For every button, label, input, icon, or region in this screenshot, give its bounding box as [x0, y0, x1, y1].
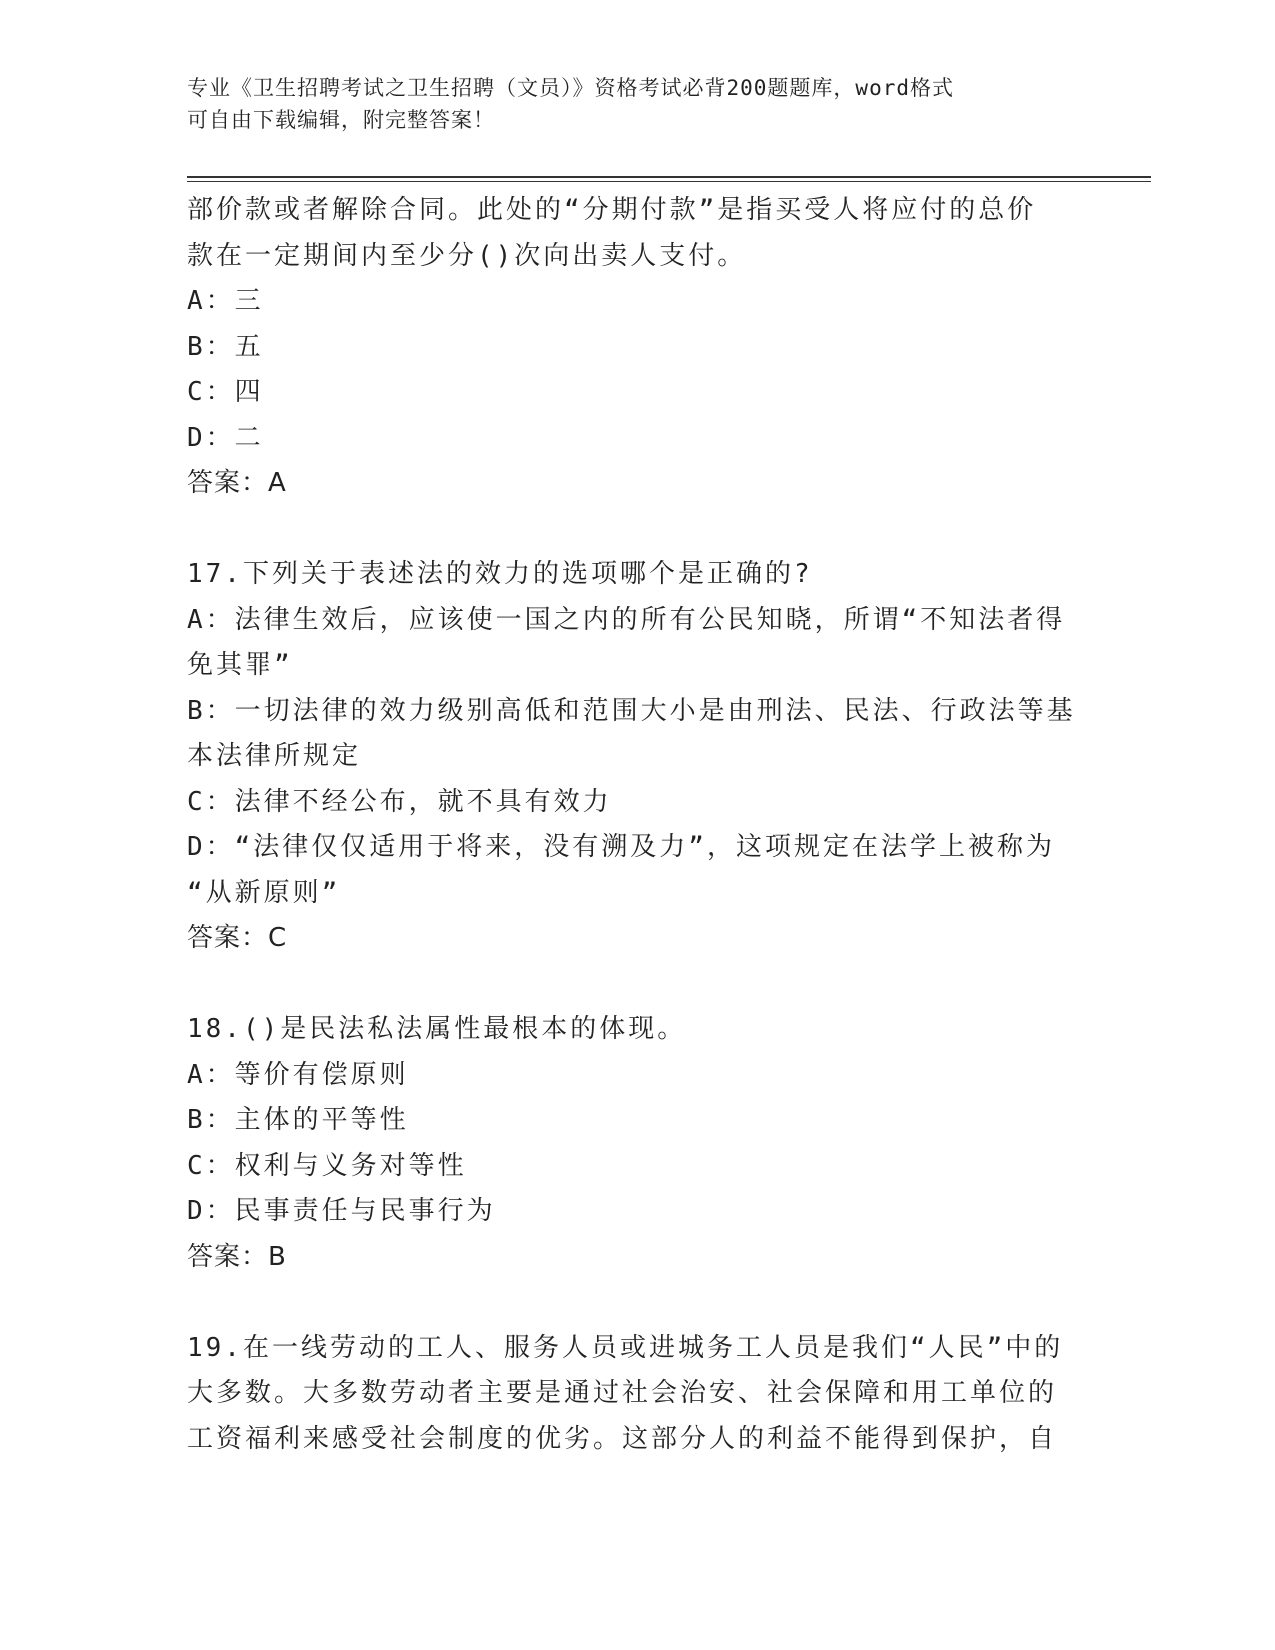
- question-17-option-d-line-1: D：“法律仅仅适用于将来，没有溯及力”，这项规定在法学上被称为: [187, 832, 1055, 862]
- question-19-stem-line-2: 大多数。大多数劳动者主要是通过社会治安、社会保障和用工单位的: [187, 1378, 1058, 1408]
- question-18-option-b: B：主体的平等性: [187, 1105, 409, 1135]
- question-18-option-c: C：权利与义务对等性: [187, 1150, 467, 1181]
- question-17: [187, 552, 1087, 962]
- question-16-stem-line-1: 部价款或者解除合同。此处的“分期付款”是指买受人将应付的总价: [187, 195, 1037, 225]
- question-spacer: [187, 1280, 1087, 1326]
- question-spacer: [187, 507, 1087, 553]
- question-17-option-b-line-2: 本法律所规定: [187, 741, 362, 771]
- document-header: [187, 72, 1067, 136]
- question-16-option-c: C：四: [187, 377, 264, 407]
- question-17-option-c: C：法律不经公布，就不具有效力: [187, 786, 612, 817]
- question-16: [187, 188, 1087, 507]
- header-title-line-1: 专业《卫生招聘考试之卫生招聘（文员）》资格考试必背200题题库，word格式: [187, 76, 954, 100]
- question-19-stem-line-3: 工资福利来感受社会制度的优劣。这部分人的利益不能得到保护，自: [187, 1423, 1058, 1454]
- question-18-answer: 答案：B: [187, 1241, 287, 1272]
- header-divider-thick: [187, 176, 1151, 178]
- question-17-answer: 答案：C: [187, 923, 288, 953]
- question-18-option-d: D：民事责任与民事行为: [187, 1196, 496, 1226]
- question-16-stem-line-2: 款在一定期间内至少分()次向出卖人支付。: [187, 240, 747, 271]
- question-17-option-d-line-2: “从新原则”: [187, 877, 341, 908]
- question-spacer: [187, 962, 1087, 1008]
- question-18-option-a: A：等价有偿原则: [187, 1059, 409, 1090]
- question-17-option-b-line-1: B：一切法律的效力级别高低和范围大小是由刑法、民法、行政法等基: [187, 695, 1076, 726]
- question-18: [187, 1007, 1087, 1280]
- question-16-option-b: B：五: [187, 331, 264, 362]
- question-16-answer: 答案：A: [187, 468, 287, 498]
- question-18-stem: 18.()是民法私法属性最根本的体现。: [187, 1014, 687, 1044]
- question-content: [187, 188, 1087, 1462]
- question-16-option-d: D：二: [187, 422, 264, 453]
- question-16-option-a: A：三: [187, 286, 264, 316]
- question-17-option-a-line-1: A：法律生效后，应该使一国之内的所有公民知晓，所谓“不知法者得: [187, 604, 1066, 635]
- question-17-stem: 17.下列关于表述法的效力的选项哪个是正确的?: [187, 559, 813, 589]
- question-17-option-a-line-2: 免其罪”: [187, 650, 293, 680]
- question-19: [187, 1326, 1087, 1463]
- header-title-line-2: 可自由下载编辑，附完整答案！: [187, 108, 495, 132]
- header-divider-thin: [187, 181, 1151, 182]
- question-19-stem-line-1: 19.在一线劳动的工人、服务人员或进城务工人员是我们“人民”中的: [187, 1332, 1064, 1363]
